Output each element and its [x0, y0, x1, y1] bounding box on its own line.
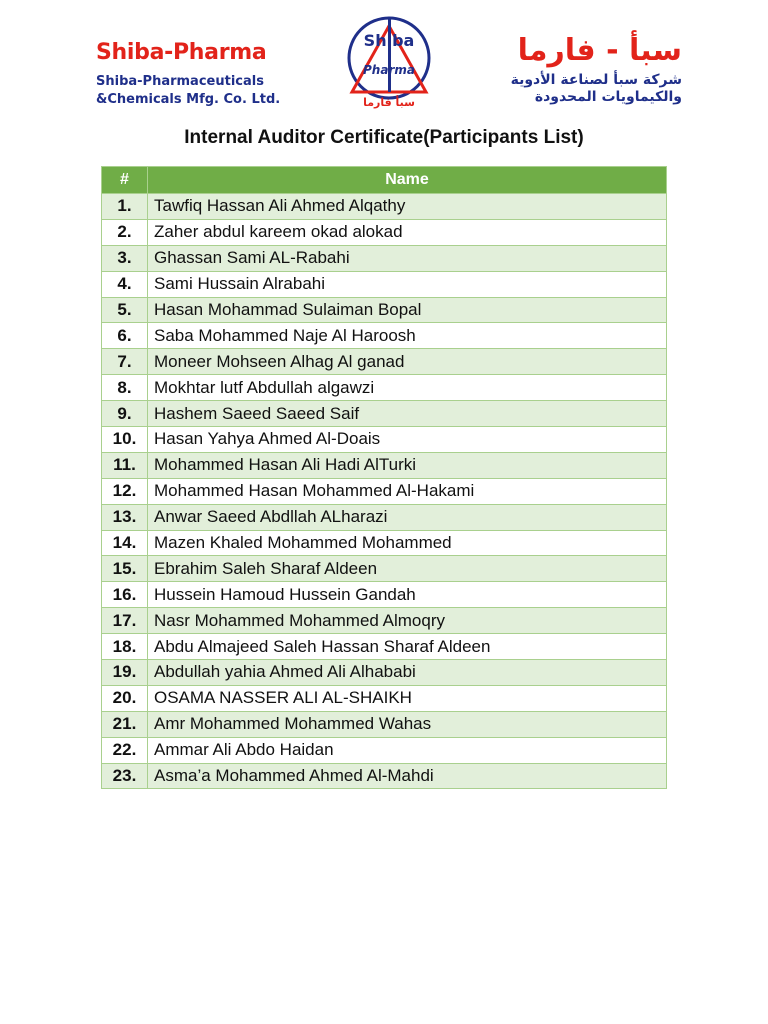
row-number: 23. [102, 763, 148, 789]
row-number: 11. [102, 452, 148, 478]
table-row [102, 349, 667, 375]
company-name-ar [511, 72, 682, 106]
brand-name-en: Shiba-Pharma [96, 40, 267, 65]
participant-name: Mazen Khaled Mohammed Mohammed [148, 530, 667, 556]
row-number: 12. [102, 478, 148, 504]
row-number: 16. [102, 582, 148, 608]
participant-name: Amr Mohammed Mohammed Wahas [148, 711, 667, 737]
table-header-row [102, 167, 667, 194]
table-row [102, 194, 667, 220]
participant-name: Hussein Hamoud Hussein Gandah [148, 582, 667, 608]
table-row [102, 582, 667, 608]
table-row [102, 711, 667, 737]
participant-name: Hasan Mohammad Sulaiman Bopal [148, 297, 667, 323]
table-row [102, 530, 667, 556]
row-number: 17. [102, 608, 148, 634]
row-number: 21. [102, 711, 148, 737]
participant-name: Ammar Ali Abdo Haidan [148, 737, 667, 763]
participant-name: Moneer Mohseen Alhag Al ganad [148, 349, 667, 375]
row-number: 7. [102, 349, 148, 375]
table-row [102, 504, 667, 530]
company-name-ar-line1: شركة سبأ لصناعة الأدوية [510, 72, 682, 88]
table-row [102, 556, 667, 582]
row-number: 20. [102, 685, 148, 711]
row-number: 4. [102, 271, 148, 297]
letterhead [0, 0, 768, 120]
table-row [102, 452, 667, 478]
row-number: 15. [102, 556, 148, 582]
company-emblem-logo [344, 14, 434, 114]
table-row [102, 478, 667, 504]
participant-name: Mokhtar lutf Abdullah algawzi [148, 375, 667, 401]
row-number: 19. [102, 660, 148, 686]
participant-name: Mohammed Hasan Ali Hadi AlTurki [148, 452, 667, 478]
participant-name: Hashem Saeed Saeed Saif [148, 401, 667, 427]
table-row [102, 401, 667, 427]
row-number: 3. [102, 245, 148, 271]
participant-name: Hasan Yahya Ahmed Al-Doais [148, 427, 667, 453]
table-row [102, 608, 667, 634]
table-row [102, 271, 667, 297]
row-number: 5. [102, 297, 148, 323]
table-row [102, 685, 667, 711]
row-number: 14. [102, 530, 148, 556]
row-number: 8. [102, 375, 148, 401]
participant-name: Mohammed Hasan Mohammed Al-Hakami [148, 478, 667, 504]
table-row [102, 634, 667, 660]
table-row [102, 297, 667, 323]
table-row [102, 219, 667, 245]
table-row [102, 737, 667, 763]
column-header-name: Name [148, 167, 667, 194]
participant-name: Sami Hussain Alrabahi [148, 271, 667, 297]
document-title: Internal Auditor Certificate(Participants List) [184, 127, 584, 148]
table-row [102, 245, 667, 271]
participant-name: Zaher abdul kareem okad alokad [148, 219, 667, 245]
row-number: 10. [102, 427, 148, 453]
row-number: 6. [102, 323, 148, 349]
table-row [102, 660, 667, 686]
participant-name: Asma’a Mohammed Ahmed Al-Mahdi [148, 763, 667, 789]
brand-name-ar: سبأ - فارما [517, 33, 682, 68]
participants-table [101, 166, 667, 789]
row-number: 1. [102, 194, 148, 220]
participant-name: Saba Mohammed Naje Al Haroosh [148, 323, 667, 349]
emblem-top-text: Shiba [363, 31, 415, 50]
brand-arabic [511, 34, 682, 106]
company-name-ar-line2: والكيماويات المحدودة [534, 89, 682, 105]
table-row [102, 375, 667, 401]
row-number: 13. [102, 504, 148, 530]
participants-table-body [102, 194, 667, 789]
brand-english [96, 40, 280, 109]
emblem-bottom-text: Pharma [363, 63, 415, 77]
participant-name: Tawfiq Hassan Ali Ahmed Alqathy [148, 194, 667, 220]
participant-name: Anwar Saeed Abdllah ALharazi [148, 504, 667, 530]
column-header-number: # [102, 167, 148, 194]
participant-name: Abdu Almajeed Saleh Hassan Sharaf Aldeen [148, 634, 667, 660]
participant-name: Ebrahim Saleh Sharaf Aldeen [148, 556, 667, 582]
participant-name: Nasr Mohammed Mohammed Almoqry [148, 608, 667, 634]
company-name-en [96, 73, 280, 109]
table-row [102, 323, 667, 349]
table-row [102, 427, 667, 453]
row-number: 18. [102, 634, 148, 660]
row-number: 2. [102, 219, 148, 245]
table-row [102, 763, 667, 789]
company-name-en-line2: &Chemicals Mfg. Co. Ltd. [96, 92, 281, 107]
participant-name: Abdullah yahia Ahmed Ali Alhababi [148, 660, 667, 686]
emblem-arabic-text: سبأ فارما [363, 96, 415, 109]
participant-name: Ghassan Sami AL-Rabahi [148, 245, 667, 271]
row-number: 22. [102, 737, 148, 763]
participant-name: OSAMA NASSER ALI AL-SHAIKH [148, 685, 667, 711]
row-number: 9. [102, 401, 148, 427]
company-name-en-line1: Shiba-Pharmaceuticals [96, 74, 264, 89]
